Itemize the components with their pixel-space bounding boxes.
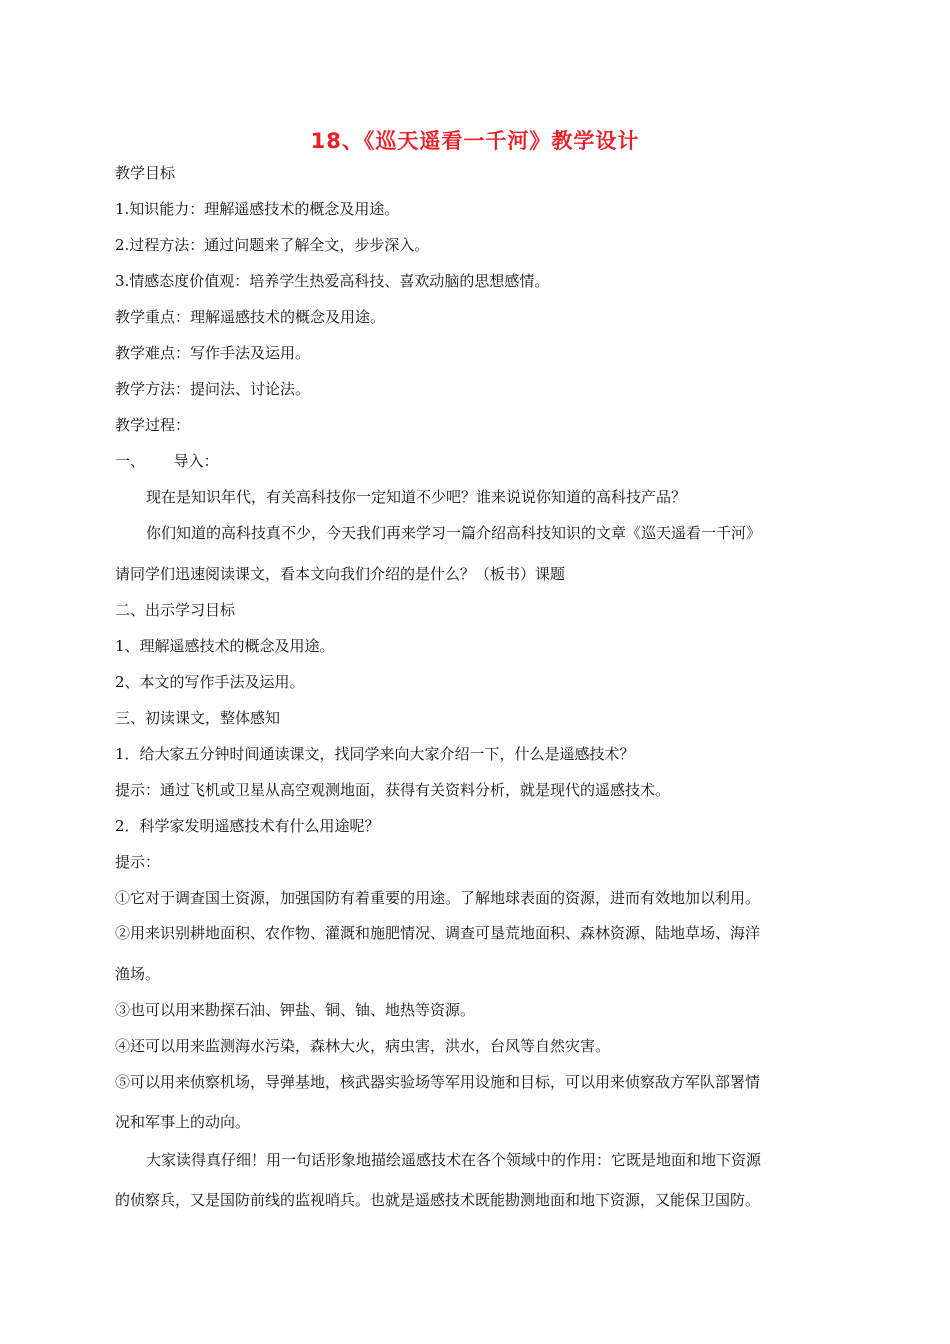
text-line: 请同学们迅速阅读课文，看本文向我们介绍的是什么？（板书）课题 (115, 565, 566, 583)
text-line: 2.过程方法：通过问题来了解全文，步步深入。 (115, 236, 430, 254)
text-line: 提示： (115, 853, 161, 871)
text-line: ③也可以用来勘探石油、钾盐、铜、铀、地热等资源。 (115, 1001, 476, 1019)
document-title: 18、《巡天遥看一千河》教学设计 (310, 129, 640, 153)
text-line: 1、理解遥感技术的概念及用途。 (115, 637, 335, 655)
text-line: ④还可以用来监测海水污染，森林大火，病虫害，洪水，台风等自然灾害。 (115, 1037, 611, 1055)
text-line: 教学目标 (115, 164, 176, 182)
text-line: 三、初读课文，整体感知 (115, 709, 281, 727)
text-line: 教学方法：提问法、讨论法。 (115, 380, 311, 398)
text-line: 现在是知识年代，有关高科技你一定知道不少吧？谁来说说你知道的高科技产品？ (146, 488, 687, 506)
text-line: 二、出示学习目标 (115, 601, 236, 619)
text-line: 2、本文的写作手法及运用。 (115, 673, 305, 691)
text-line: 教学难点：写作手法及运用。 (115, 344, 311, 362)
text-line: 教学重点：理解遥感技术的概念及用途。 (115, 308, 386, 326)
text-line: 教学过程： (115, 416, 191, 434)
text-line: 1．给大家五分钟时间通读课文，找同学来向大家介绍一下，什么是遥感技术？ (115, 745, 635, 763)
text-line: ⑤可以用来侦察机场，导弹基地，核武器实验场等军用设施和目标，可以用来侦察敌方军队部署情 (115, 1073, 761, 1091)
text-line: ②用来识别耕地面积、农作物、灌溉和施肥情况、调查可垦荒地面积、森林资源、陆地草场、海洋 (115, 924, 761, 942)
text-line: 1.知识能力：理解遥感技术的概念及用途。 (115, 200, 400, 218)
text-line: 渔场。 (115, 965, 161, 983)
text-line: 你们知道的高科技真不少，今天我们再来学习一篇介绍高科技知识的文章《巡天遥看一千河》 (146, 524, 762, 542)
text-line: 一、 导入： (115, 452, 219, 470)
text-line: 况和军事上的动向。 (115, 1113, 251, 1131)
text-line: 3.情感态度价值观：培养学生热爱高科技、喜欢动脑的思想感情。 (115, 272, 550, 290)
text-line: 提示：通过飞机或卫星从高空观测地面，获得有关资料分析，就是现代的遥感技术。 (115, 781, 671, 799)
text-line: ①它对于调查国土资源，加强国防有着重要的用途。了解地球表面的资源，进而有效地加以利用。 (115, 889, 761, 907)
text-line: 2．科学家发明遥感技术有什么用途呢？ (115, 817, 380, 835)
text-line: 大家读得真仔细！用一句话形象地描绘遥感技术在各个领域中的作用：它既是地面和地下资源 (146, 1151, 762, 1169)
text-line: 的侦察兵，又是国防前线的监视哨兵。也就是遥感技术既能勘测地面和地下资源，又能保卫国防。 (115, 1191, 761, 1209)
